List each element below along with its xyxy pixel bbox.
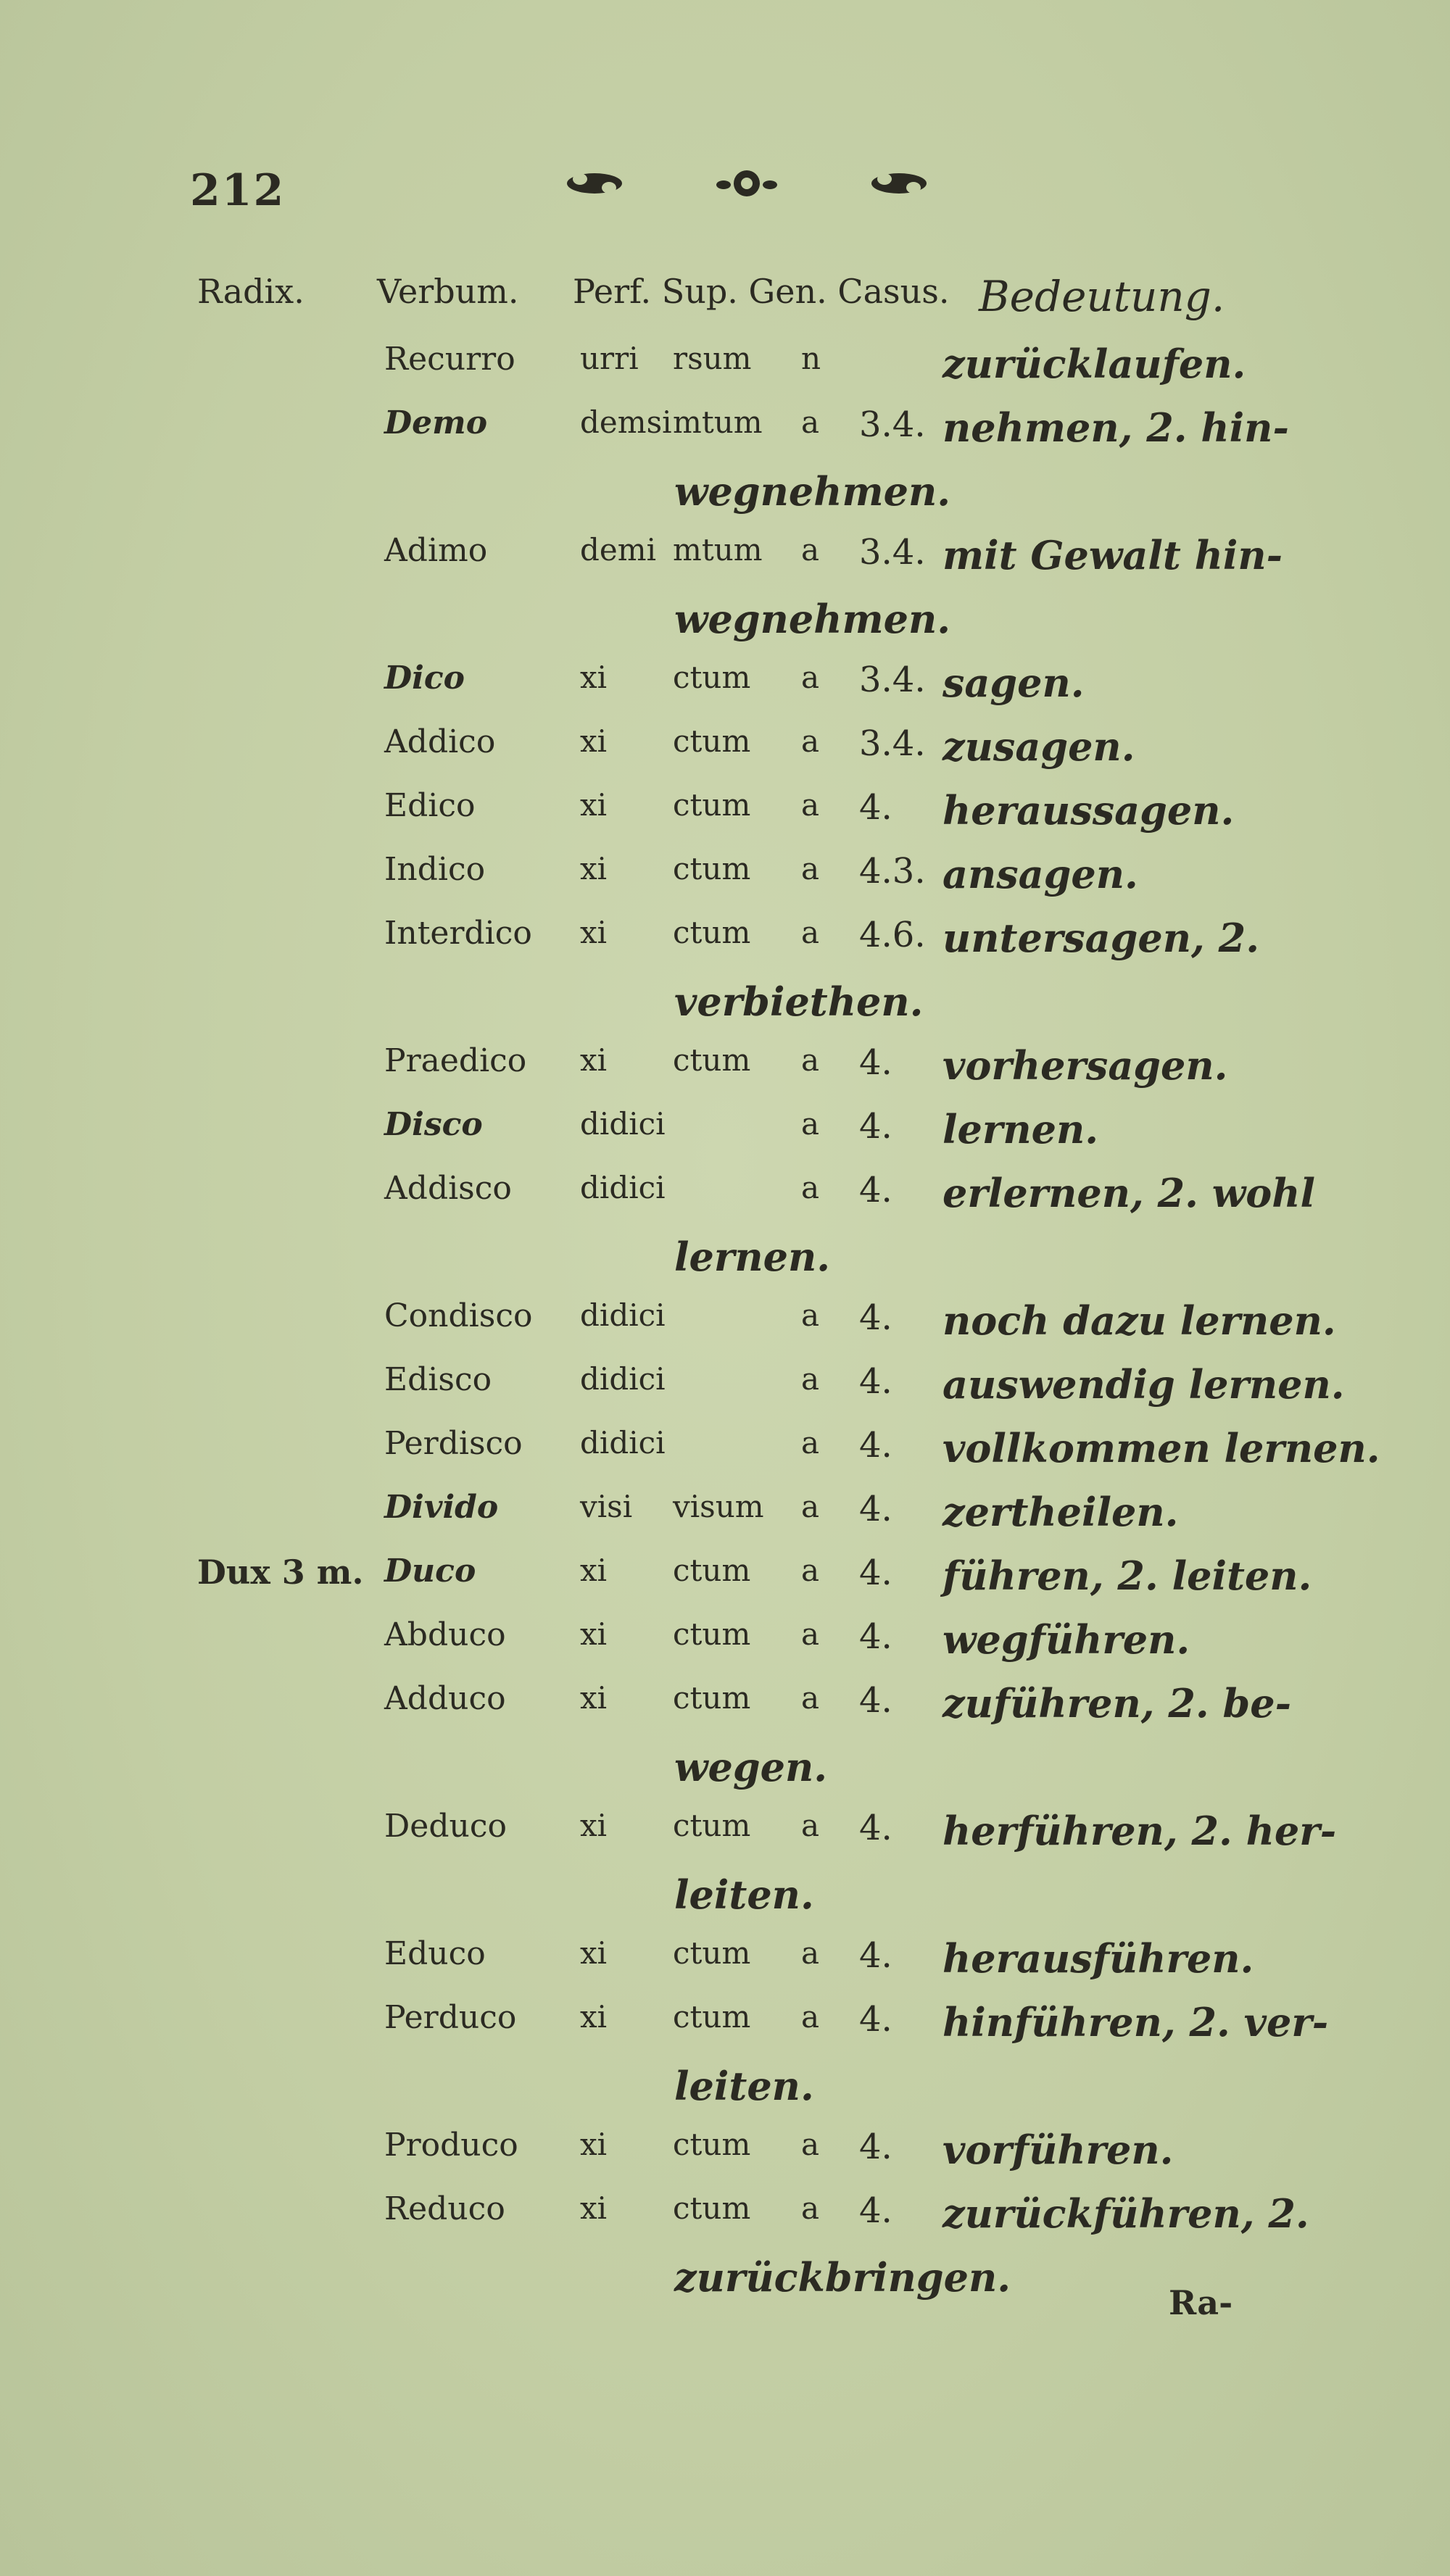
- meaning-continuation: verbiethen.: [674, 979, 924, 1025]
- supine-cell: ctum: [673, 1680, 751, 1716]
- meaning-cell: zuführen, 2. be-: [942, 1680, 1292, 1727]
- casus-cell: 4.: [859, 2190, 892, 2231]
- genus-cell: a: [801, 1489, 820, 1524]
- meaning-cell: vorhersagen.: [942, 1042, 1228, 1089]
- casus-cell: 4.: [859, 1361, 892, 1402]
- verbum-cell: Addico: [384, 723, 496, 760]
- supine-cell: ctum: [673, 1999, 751, 2035]
- genus-cell: a: [801, 723, 820, 759]
- casus-cell: 4.6.: [859, 915, 926, 955]
- meaning-cell: vollkommen lernen.: [942, 1425, 1380, 1471]
- perfect-cell: demsi: [580, 404, 672, 440]
- casus-cell: 4.: [859, 1680, 892, 1721]
- table-row: [0, 2127, 1450, 2192]
- perfect-cell: xi: [580, 1808, 608, 1843]
- genus-cell: a: [801, 851, 820, 886]
- table-row: [0, 1106, 1450, 1171]
- table-row: [0, 1616, 1450, 1682]
- table-row: [0, 1425, 1450, 1490]
- casus-cell: 4.: [859, 1042, 892, 1083]
- table-row: [0, 1042, 1450, 1108]
- supine-cell: ctum: [673, 1935, 751, 1971]
- perfect-cell: xi: [580, 660, 608, 695]
- verbum-cell: Praedico: [384, 1042, 527, 1079]
- table-row: [0, 723, 1450, 789]
- casus-cell: 4.: [859, 1935, 892, 1976]
- table-row: [0, 660, 1450, 725]
- casus-cell: 4.: [859, 1808, 892, 1848]
- genus-cell: a: [801, 1361, 820, 1397]
- meaning-cell: vorführen.: [942, 2127, 1174, 2173]
- meaning-cell: untersagen, 2.: [942, 915, 1260, 961]
- verbum-cell: Abduco: [384, 1616, 506, 1653]
- table-row: [0, 1297, 1450, 1363]
- table-row: [0, 787, 1450, 852]
- verbum-cell: Adduco: [384, 1680, 506, 1717]
- verbum-cell: Produco: [384, 2127, 518, 2164]
- header-verbum: Verbum.: [377, 272, 519, 311]
- genus-cell: n: [801, 341, 821, 376]
- meaning-continuation: lernen.: [674, 1234, 830, 1280]
- casus-cell: 3.4.: [859, 404, 926, 445]
- supine-cell: ctum: [673, 723, 751, 759]
- perfect-cell: xi: [580, 1616, 608, 1652]
- perfect-cell: xi: [580, 1553, 608, 1588]
- supine-cell: ctum: [673, 851, 751, 886]
- perfect-cell: xi: [580, 2190, 608, 2226]
- perfect-cell: didici: [580, 1297, 666, 1333]
- table-row: [0, 2190, 1450, 2301]
- genus-cell: a: [801, 787, 820, 823]
- meaning-cell: hinführen, 2. ver-: [942, 1999, 1329, 2045]
- genus-cell: a: [801, 1425, 820, 1461]
- meaning-cell: zurückführen, 2.: [942, 2190, 1309, 2237]
- meaning-cell: auswendig lernen.: [942, 1361, 1345, 1408]
- genus-cell: a: [801, 660, 820, 695]
- perfect-cell: xi: [580, 1999, 608, 2035]
- meaning-cell: führen, 2. leiten.: [942, 1553, 1312, 1599]
- supine-cell: ctum: [673, 1808, 751, 1843]
- supine-cell: ctum: [673, 2127, 751, 2162]
- meaning-cell: noch dazu lernen.: [942, 1297, 1336, 1344]
- verbum-cell: Divido: [384, 1489, 499, 1526]
- genus-cell: a: [801, 1935, 820, 1971]
- table-row: [0, 915, 1450, 1025]
- meaning-cell: ansagen.: [942, 851, 1138, 897]
- perfect-cell: xi: [580, 2127, 608, 2162]
- supine-cell: visum: [673, 1489, 764, 1524]
- verbum-cell: Recurro: [384, 341, 515, 378]
- meaning-cell: herausführen.: [942, 1935, 1254, 1982]
- perfect-cell: xi: [580, 723, 608, 759]
- supine-cell: ctum: [673, 787, 751, 823]
- genus-cell: a: [801, 1106, 820, 1142]
- casus-cell: 4.: [859, 787, 892, 828]
- perfect-cell: visi: [580, 1489, 633, 1524]
- casus-cell: 4.3.: [859, 851, 926, 892]
- casus-cell: 4.: [859, 1170, 892, 1210]
- perfect-cell: didici: [580, 1361, 666, 1397]
- meaning-cell: zertheilen.: [942, 1489, 1179, 1535]
- table-row: [0, 1489, 1450, 1554]
- genus-cell: a: [801, 1042, 820, 1078]
- perfect-cell: xi: [580, 1042, 608, 1078]
- genus-cell: a: [801, 1553, 820, 1588]
- verbum-cell: Demo: [384, 404, 488, 441]
- genus-cell: a: [801, 1170, 820, 1205]
- verbum-cell: Condisco: [384, 1297, 533, 1334]
- perfect-cell: xi: [580, 1935, 608, 1971]
- casus-cell: 4.: [859, 1297, 892, 1338]
- casus-cell: 4.: [859, 1616, 892, 1657]
- perfect-cell: xi: [580, 787, 608, 823]
- genus-cell: a: [801, 1999, 820, 2035]
- supine-cell: mtum: [673, 404, 763, 440]
- casus-cell: 4.: [859, 1553, 892, 1593]
- table-row: [0, 1170, 1450, 1280]
- supine-cell: ctum: [673, 660, 751, 695]
- casus-cell: 3.4.: [859, 660, 926, 700]
- genus-cell: a: [801, 532, 820, 568]
- genus-cell: a: [801, 1680, 820, 1716]
- verbum-cell: Educo: [384, 1935, 486, 1972]
- perfect-cell: urri: [580, 341, 639, 376]
- genus-cell: a: [801, 1616, 820, 1652]
- radix-cell: Dux 3 m.: [197, 1553, 364, 1592]
- verbum-cell: Indico: [384, 851, 486, 888]
- meaning-continuation: wegnehmen.: [674, 468, 951, 515]
- perfect-cell: didici: [580, 1106, 666, 1142]
- meaning-continuation: leiten.: [674, 1871, 814, 1918]
- verbum-cell: Adimo: [384, 532, 488, 569]
- meaning-cell: erlernen, 2. wohl: [942, 1170, 1316, 1216]
- supine-cell: mtum: [673, 532, 763, 568]
- meaning-continuation: wegnehmen.: [674, 596, 951, 642]
- casus-cell: 3.4.: [859, 723, 926, 764]
- supine-cell: ctum: [673, 1616, 751, 1652]
- verbum-cell: Duco: [384, 1553, 476, 1590]
- casus-cell: 4.: [859, 1999, 892, 2040]
- perfect-cell: xi: [580, 851, 608, 886]
- perfect-cell: didici: [580, 1170, 666, 1205]
- table-row: [0, 851, 1450, 916]
- table-row: [0, 1999, 1450, 2109]
- verbum-cell: Deduco: [384, 1808, 507, 1845]
- meaning-cell: heraussagen.: [942, 787, 1235, 834]
- meaning-cell: zusagen.: [942, 723, 1135, 770]
- meaning-cell: zurücklaufen.: [942, 341, 1246, 387]
- meaning-continuation: zurückbringen.: [674, 2254, 1011, 2301]
- casus-cell: 4.: [859, 1489, 892, 1529]
- casus-cell: 4.: [859, 1425, 892, 1466]
- verbum-cell: Dico: [384, 660, 465, 697]
- meaning-cell: mit Gewalt hin-: [942, 532, 1283, 578]
- genus-cell: a: [801, 404, 820, 440]
- genus-cell: a: [801, 2127, 820, 2162]
- meaning-cell: lernen.: [942, 1106, 1098, 1152]
- header-meaning: Bedeutung.: [979, 272, 1225, 321]
- printer-ornament-icon: [544, 156, 950, 214]
- table-row: [0, 404, 1450, 515]
- casus-cell: 4.: [859, 2127, 892, 2167]
- supine-cell: ctum: [673, 915, 751, 950]
- meaning-continuation: wegen.: [674, 1744, 828, 1790]
- casus-cell: 4.: [859, 1106, 892, 1147]
- verbum-cell: Addisco: [384, 1170, 512, 1207]
- header-radix: Radix.: [197, 272, 304, 311]
- verbum-cell: Disco: [384, 1106, 483, 1143]
- verbum-cell: Reduco: [384, 2190, 505, 2227]
- table-row: [0, 532, 1450, 642]
- genus-cell: a: [801, 1297, 820, 1333]
- verbum-cell: Perduco: [384, 1999, 517, 2036]
- table-row: [0, 1680, 1450, 1790]
- casus-cell: 3.4.: [859, 532, 926, 573]
- table-row: [0, 341, 1450, 406]
- verbum-cell: Perdisco: [384, 1425, 523, 1462]
- table-row: [0, 1935, 1450, 2000]
- header-forms: Perf. Sup. Gen. Casus.: [573, 272, 950, 311]
- catchword: Ra-: [1169, 2283, 1233, 2322]
- meaning-cell: wegführen.: [942, 1616, 1190, 1663]
- verbum-cell: Edico: [384, 787, 476, 824]
- supine-cell: ctum: [673, 1553, 751, 1588]
- supine-cell: ctum: [673, 2190, 751, 2226]
- perfect-cell: didici: [580, 1425, 666, 1461]
- page-number: 212: [190, 165, 286, 216]
- supine-cell: ctum: [673, 1042, 751, 1078]
- genus-cell: a: [801, 2190, 820, 2226]
- meaning-cell: sagen.: [942, 660, 1085, 706]
- table-row: [0, 1808, 1450, 1918]
- genus-cell: a: [801, 1808, 820, 1843]
- verbum-cell: Edisco: [384, 1361, 492, 1398]
- table-row: [0, 1361, 1450, 1426]
- verbum-cell: Interdico: [384, 915, 532, 952]
- table-row: [0, 1553, 1450, 1618]
- meaning-cell: nehmen, 2. hin-: [942, 404, 1289, 451]
- meaning-cell: herführen, 2. her-: [942, 1808, 1337, 1854]
- perfect-cell: xi: [580, 915, 608, 950]
- genus-cell: a: [801, 915, 820, 950]
- supine-cell: rsum: [673, 341, 752, 376]
- perfect-cell: demi: [580, 532, 656, 568]
- perfect-cell: xi: [580, 1680, 608, 1716]
- meaning-continuation: leiten.: [674, 2063, 814, 2109]
